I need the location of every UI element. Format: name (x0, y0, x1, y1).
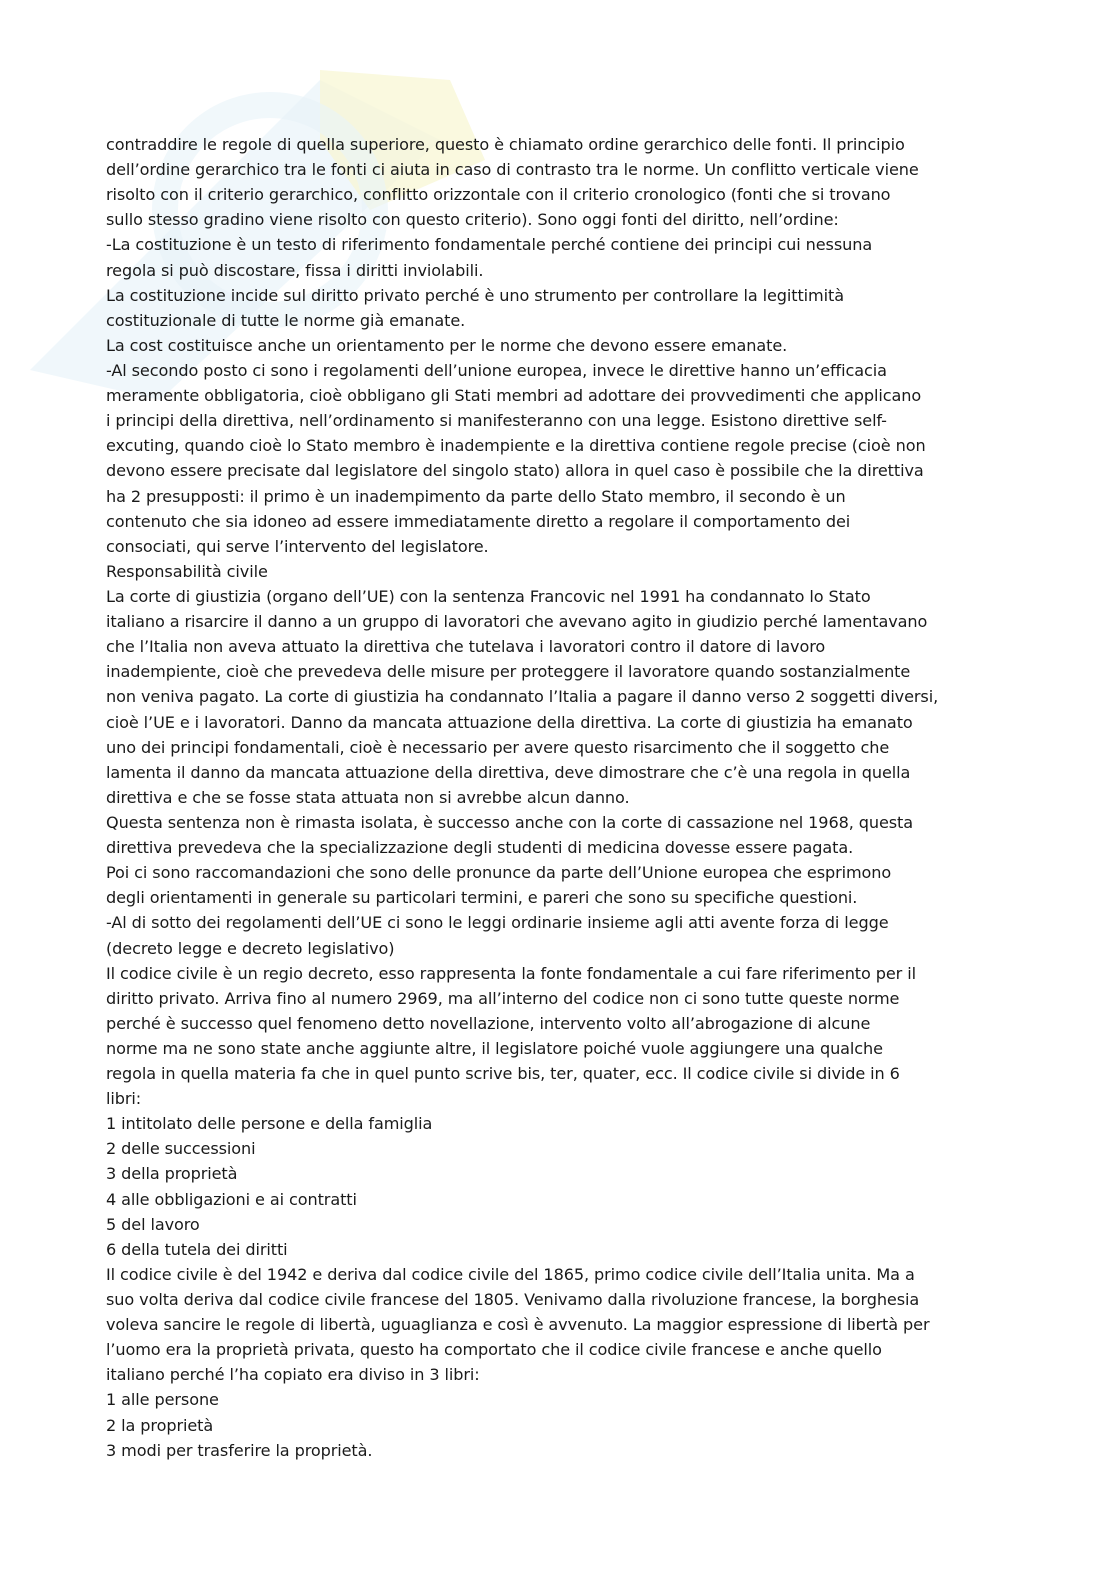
text-line: regola si può discostare, fissa i diritti inviolabili. (106, 260, 484, 280)
text-line: i principi della direttiva, nell’ordinamento si manifesteranno con una legge. Esistono direttive self- (106, 411, 887, 431)
text-line: regola in quella materia fa che in quel punto scrive bis, ter, quater, ecc. Il codice civile si divide in 6 (106, 1064, 900, 1084)
list-item: 5 del lavoro (106, 1214, 200, 1234)
text-line: inadempiente, cioè che prevedeva delle misure per proteggere il lavoratore quando sostanzialmente (106, 662, 911, 682)
text-line: che l’Italia non aveva attuato la direttiva che tutelava i lavoratori contro il datore di lavoro (106, 637, 826, 657)
text-line: meramente obbligatoria, cioè obbligano gli Stati membri ad adottare dei provvedimenti che applicano (106, 386, 922, 406)
text-line: voleva sancire le regole di libertà, uguaglianza e così è avvenuto. La maggior espressione di libertà per (106, 1315, 930, 1335)
text-line: direttiva prevedeva che la specializzazione degli studenti di medicina dovesse essere pagata. (106, 838, 854, 858)
text-line: costituzionale di tutte le norme già emanate. (106, 310, 466, 330)
document-text (106, 132, 1016, 1463)
text-line: Il codice civile è del 1942 e deriva dal codice civile del 1865, primo codice civile dell’Italia unita. Ma a (106, 1264, 915, 1284)
text-line: -Al di sotto dei regolamenti dell’UE ci sono le leggi ordinarie insieme agli atti avente forza di legge (106, 913, 889, 933)
text-line: risolto con il criterio gerarchico, conflitto orizzontale con il criterio cronologico (fonti che si trovano (106, 185, 891, 205)
text-line: l’uomo era la proprietà privata, questo ha comportato che il codice civile francese e anche quello (106, 1340, 882, 1360)
text-line: diritto privato. Arriva fino al numero 2969, ma all’interno del codice non ci sono tutte queste norme (106, 988, 900, 1008)
list-item: 1 intitolato delle persone e della famiglia (106, 1114, 433, 1134)
text-line: sullo stesso gradino viene risolto con questo criterio). Sono oggi fonti del diritto, nell’ordine: (106, 210, 839, 230)
text-line: La cost costituisce anche un orientamento per le norme che devono essere emanate. (106, 335, 788, 355)
text-line: contraddire le regole di quella superiore, questo è chiamato ordine gerarchico delle fonti. Il principio (106, 135, 905, 154)
list-item: 2 delle successioni (106, 1139, 256, 1159)
text-line: La costituzione incide sul diritto privato perché è uno strumento per controllare la legittimità (106, 285, 844, 305)
list-item: 4 alle obbligazioni e ai contratti (106, 1189, 357, 1209)
text-line: Il codice civile è un regio decreto, esso rappresenta la fonte fondamentale a cui fare riferimento per il (106, 963, 916, 983)
text-line: norme ma ne sono state anche aggiunte altre, il legislatore poiché vuole aggiungere una qualche (106, 1038, 883, 1058)
text-line: dell’ordine gerarchico tra le fonti ci aiuta in caso di contrasto tra le norme. Un conflitto verticale viene (106, 160, 919, 180)
text-line: libri: (106, 1089, 142, 1109)
list-item: 3 modi per trasferire la proprietà. (106, 1440, 373, 1460)
text-line: contenuto che sia idoneo ad essere immediatamente diretto a regolare il comportamento dei (106, 511, 851, 531)
text-line: (decreto legge e decreto legislativo) (106, 938, 395, 958)
text-line: -Al secondo posto ci sono i regolamenti dell’unione europea, invece le direttive hanno un’efficacia (106, 360, 887, 380)
text-line: perché è successo quel fenomeno detto novellazione, intervento volto all’abrogazione di alcune (106, 1013, 871, 1033)
list-item: 2 la proprietà (106, 1415, 214, 1435)
list-item: 1 alle persone (106, 1390, 219, 1410)
text-line: Questa sentenza non è rimasta isolata, è successo anche con la corte di cassazione nel 1968, questa (106, 812, 914, 832)
text-line: non veniva pagato. La corte di giustizia ha condannato l’Italia a pagare il danno verso 2 soggetti diversi, (106, 687, 939, 707)
text-line: excuting, quando cioè lo Stato membro è inadempiente e la direttiva contiene regole precise (cioè non (106, 436, 926, 456)
text-line: ha 2 presupposti: il primo è un inadempimento da parte dello Stato membro, il secondo è un (106, 486, 846, 506)
text-line: uno dei principi fondamentali, cioè è necessario per avere questo risarcimento che il soggetto che (106, 737, 890, 757)
text-line: direttiva e che se fosse stata attuata non si avrebbe alcun danno. (106, 787, 630, 807)
text-line: cioè l’UE e i lavoratori. Danno da mancata attuazione della direttiva. La corte di giustizia ha emanato (106, 712, 913, 732)
list-item: 6 della tutela dei diritti (106, 1239, 288, 1259)
text-line: italiano a risarcire il danno a un gruppo di lavoratori che avevano agito in giudizio perché lamentavano (106, 612, 928, 632)
text-line: degli orientamenti in generale su particolari termini, e pareri che sono su specifiche questioni. (106, 888, 858, 908)
list-item: 3 della proprietà (106, 1164, 238, 1184)
text-line: italiano perché l’ha copiato era diviso in 3 libri: (106, 1365, 480, 1385)
text-line: consociati, qui serve l’intervento del legislatore. (106, 536, 489, 556)
text-line: suo volta deriva dal codice civile francese del 1805. Venivamo dalla rivoluzione francese, la borghesia (106, 1290, 920, 1310)
section-heading-responsabilita-civile: Responsabilità civile (106, 561, 268, 581)
text-line: La corte di giustizia (organo dell’UE) con la sentenza Francovic nel 1991 ha condannato lo Stato (106, 586, 871, 606)
text-line: Poi ci sono raccomandazioni che sono delle pronunce da parte dell’Unione europea che esprimono (106, 863, 892, 883)
text-line: devono essere precisate dal legislatore del singolo stato) allora in quel caso è possibile che la direttiva (106, 461, 924, 481)
text-line: lamenta il danno da mancata attuazione della direttiva, deve dimostrare che c’è una regola in quella (106, 762, 911, 782)
text-line: -La costituzione è un testo di riferimento fondamentale perché contiene dei principi cui nessuna (106, 235, 873, 255)
